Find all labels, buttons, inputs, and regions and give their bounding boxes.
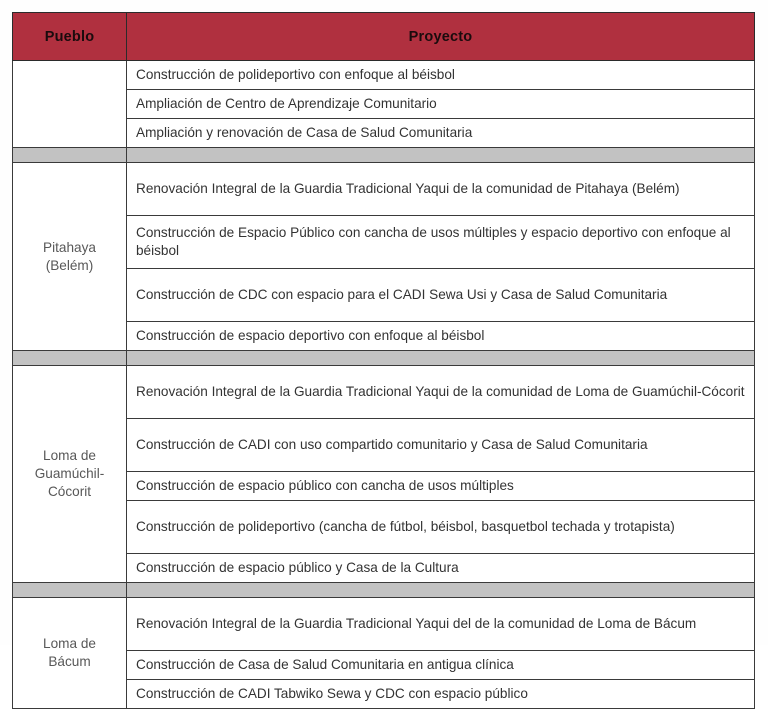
table-row [13,61,755,90]
pueblo-label-line: Loma de [43,636,96,652]
proyecto-cell: Ampliación y renovación de Casa de Salud Comunitaria [127,119,755,148]
proyecto-cell: Ampliación de Centro de Aprendizaje Comunitario [127,90,755,119]
table-body [13,61,755,709]
pueblo-label-line: Bácum [48,654,91,669]
section-separator-cell-proyecto [127,148,755,163]
proyecto-cell: Construcción de Espacio Público con cancha de usos múltiples y espacio deportivo con enfoque al béisbol [127,216,755,269]
proyecto-cell: Construcción de polideportivo con enfoque al béisbol [127,61,755,90]
table-header [13,13,755,61]
pueblo-cell [13,163,127,351]
table-row [13,598,755,651]
proyecto-cell: Renovación Integral de la Guardia Tradicional Yaqui de la comunidad de Loma de Guamúchil-Cócorit [127,366,755,419]
pueblo-label-line: Guamúchil- [34,466,105,482]
section-separator-row [13,583,755,598]
table-header-row [13,13,755,61]
proyecto-cell: Construcción de polideportivo (cancha de fútbol, béisbol, basquetbol techada y trotapista) [127,501,755,554]
section-separator-cell-pueblo [13,148,127,163]
pueblo-cell [13,61,127,148]
pueblo-proyecto-table [12,12,755,709]
table-row [13,163,755,216]
proyecto-cell: Renovación Integral de la Guardia Tradicional Yaqui de la comunidad de Pitahaya (Belém) [127,163,755,216]
pueblo-label-line: Pitahaya [43,239,96,255]
proyecto-cell: Construcción de CADI Tabwiko Sewa y CDC con espacio público [127,680,755,709]
section-separator-cell-pueblo [13,583,127,598]
section-separator-cell-pueblo [13,351,127,366]
pueblo-label-line: Loma de [43,448,96,464]
pueblo-cell [13,366,127,583]
column-header-pueblo: Pueblo [13,13,127,61]
proyecto-cell: Construcción de CDC con espacio para el CADI Sewa Usi y Casa de Salud Comunitaria [127,269,755,322]
pueblo-label-line: Cócorit [47,483,92,499]
proyecto-cell: Construcción de espacio público con cancha de usos múltiples [127,472,755,501]
section-separator-row [13,351,755,366]
section-separator-cell-proyecto [127,583,755,598]
proyecto-cell: Renovación Integral de la Guardia Tradicional Yaqui del de la comunidad de Loma de Bácum [127,598,755,651]
proyecto-cell: Construcción de espacio deportivo con enfoque al béisbol [127,322,755,351]
proyecto-cell: Construcción de CADI con uso compartido comunitario y Casa de Salud Comunitaria [127,419,755,472]
column-header-proyecto: Proyecto [127,13,755,61]
section-separator-row [13,148,755,163]
pueblo-cell [13,598,127,709]
proyecto-cell: Construcción de Casa de Salud Comunitaria en antigua clínica [127,651,755,680]
proyecto-cell: Construcción de espacio público y Casa de la Cultura [127,554,755,583]
table-row [13,366,755,419]
pueblo-label-line: (Belém) [45,257,94,273]
section-separator-cell-proyecto [127,351,755,366]
